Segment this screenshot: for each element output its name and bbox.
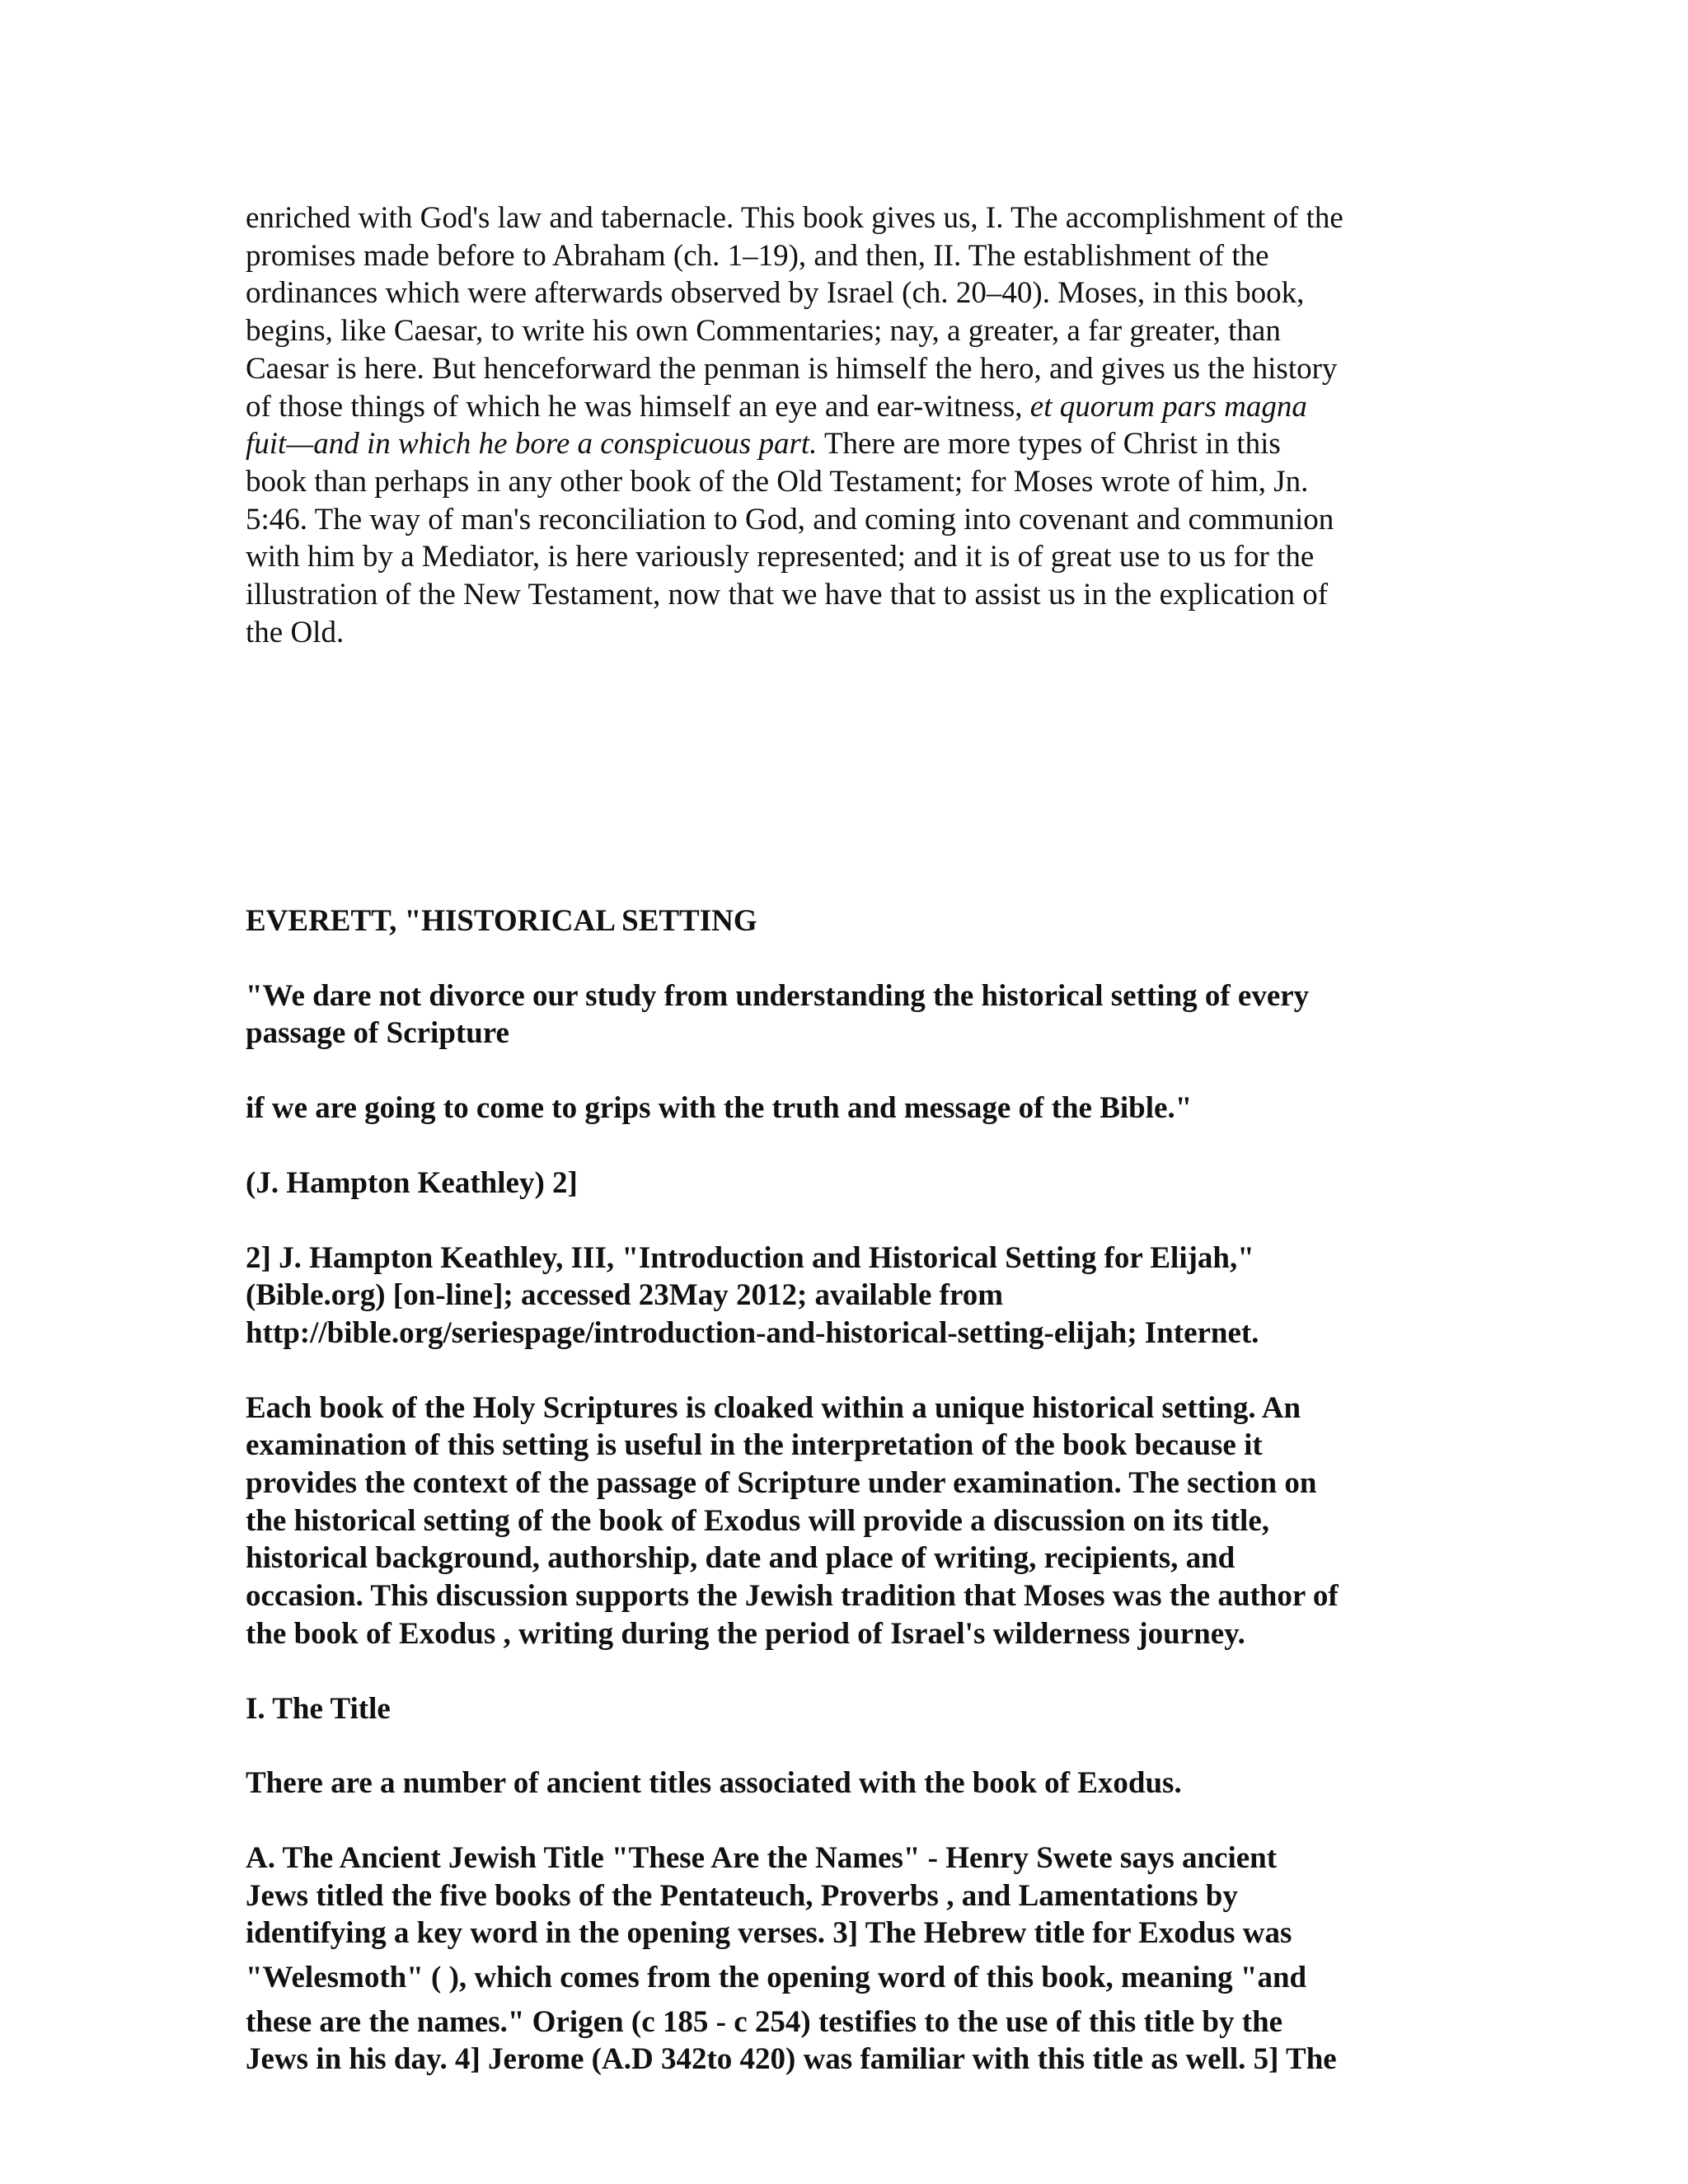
footnote — [246, 1240, 1457, 1352]
text-line: "Welesmoth" ( ), which comes from the opening word of this book, meaning "and — [246, 1961, 1307, 1995]
text-line: book than perhaps in any other book of the Old Testament; for Moses wrote of him, Jn. — [246, 464, 1309, 499]
attribution-text: (J. Hampton Keathley) 2] — [246, 1165, 578, 1200]
title-intro-text: There are a number of ancient titles associated with the book of Exodus. — [246, 1766, 1182, 1801]
footnote-line: (Bible.org) [on-line]; accessed 23May 2012; available from — [246, 1278, 1004, 1313]
text-line: Each book of the Holy Scriptures is cloaked within a unique historical setting. An — [246, 1390, 1301, 1425]
quote-line: if we are going to come to grips with the truth and message of the Bible." — [246, 1091, 1193, 1126]
text-line: Jews titled the five books of the Pentateuch, Proverbs , and Lamentations by — [246, 1878, 1238, 1913]
text-line: provides the context of the passage of Scripture under examination. The section on — [246, 1466, 1317, 1501]
subheading — [246, 1690, 1457, 1728]
text-line: 5:46. The way of man's reconciliation to God, and coming into covenant and communion — [246, 502, 1334, 537]
text-line: examination of this setting is useful in the interpretation of the book because it — [246, 1428, 1263, 1463]
text-line: the historical setting of the book of Exodus will provide a discussion on its title, — [246, 1503, 1270, 1538]
text-line — [246, 388, 1457, 426]
quote-attribution — [246, 1165, 1457, 1202]
text-line: promises made before to Abraham (ch. 1–19), and then, II. The establishment of the — [246, 238, 1269, 273]
text-line: enriched with God's law and tabernacle. This book gives us, I. The accomplishment of the — [246, 201, 1343, 235]
footnote-url-line: http://bible.org/seriespage/introduction-and-historical-setting-elijah; Internet. — [246, 1315, 1259, 1350]
quote-block — [246, 977, 1457, 1052]
subheading-text: I. The Title — [246, 1691, 391, 1726]
footnote-line: 2] J. Hampton Keathley, III, "Introduction and Historical Setting for Elijah," — [246, 1240, 1254, 1275]
text-line: these are the names." Origen (c 185 - c 254) testifies to the use of this title by the — [246, 2004, 1283, 2039]
quote-block-continued — [246, 1090, 1457, 1127]
text-line: A. The Ancient Jewish Title "These Are the Names" - Henry Swete says ancient — [246, 1840, 1278, 1875]
setting-paragraph — [246, 1390, 1457, 1653]
latin-phrase: et quorum pars magna — [1029, 389, 1307, 424]
intro-paragraph — [246, 199, 1457, 727]
text-line: illustration of the New Testament, now that we have that to assist us in the explication of — [246, 578, 1329, 612]
document-page — [246, 199, 1457, 2079]
text-line — [246, 425, 1457, 463]
text-line: with him by a Mediator, is here variously represented; and it is of great use to us for the — [246, 540, 1315, 574]
section-heading-text: EVERETT, "HISTORICAL SETTING — [246, 904, 757, 938]
section-heading — [246, 902, 1457, 940]
text-line: begins, like Caesar, to write his own Commentaries; nay, a greater, a far greater, than — [246, 314, 1281, 349]
text-line: ordinances which were afterwards observed by Israel (ch. 20–40). Moses, in this book, — [246, 276, 1305, 311]
text-line: identifying a key word in the opening verses. 3] The Hebrew title for Exodus was — [246, 1916, 1292, 1951]
text-run: There are more types of Christ in this — [817, 427, 1281, 462]
title-intro — [246, 1765, 1457, 1802]
text-line: Caesar is here. But henceforward the penman is himself the hero, and gives us the history — [246, 351, 1338, 386]
text-line: occasion. This discussion supports the Jewish tradition that Moses was the author of — [246, 1579, 1339, 1614]
text-line: Jews in his day. 4] Jerome (A.D 342to 420) was familiar with this title as well. 5] The — [246, 2042, 1337, 2077]
quote-line: "We dare not divorce our study from understanding the historical setting of every — [246, 978, 1310, 1013]
latin-phrase-translation: fuit—and in which he bore a conspicuous part. — [246, 427, 818, 462]
text-line: historical background, authorship, date and place of writing, recipients, and — [246, 1541, 1236, 1576]
quote-line: passage of Scripture — [246, 1016, 509, 1051]
jewish-title-paragraph — [246, 1840, 1457, 2079]
text-line: the Old. — [246, 615, 345, 649]
text-run: of those things of which he was himself an eye and ear-witness, — [246, 389, 1030, 424]
text-line: the book of Exodus , writing during the period of Israel's wilderness journey. — [246, 1616, 1245, 1651]
